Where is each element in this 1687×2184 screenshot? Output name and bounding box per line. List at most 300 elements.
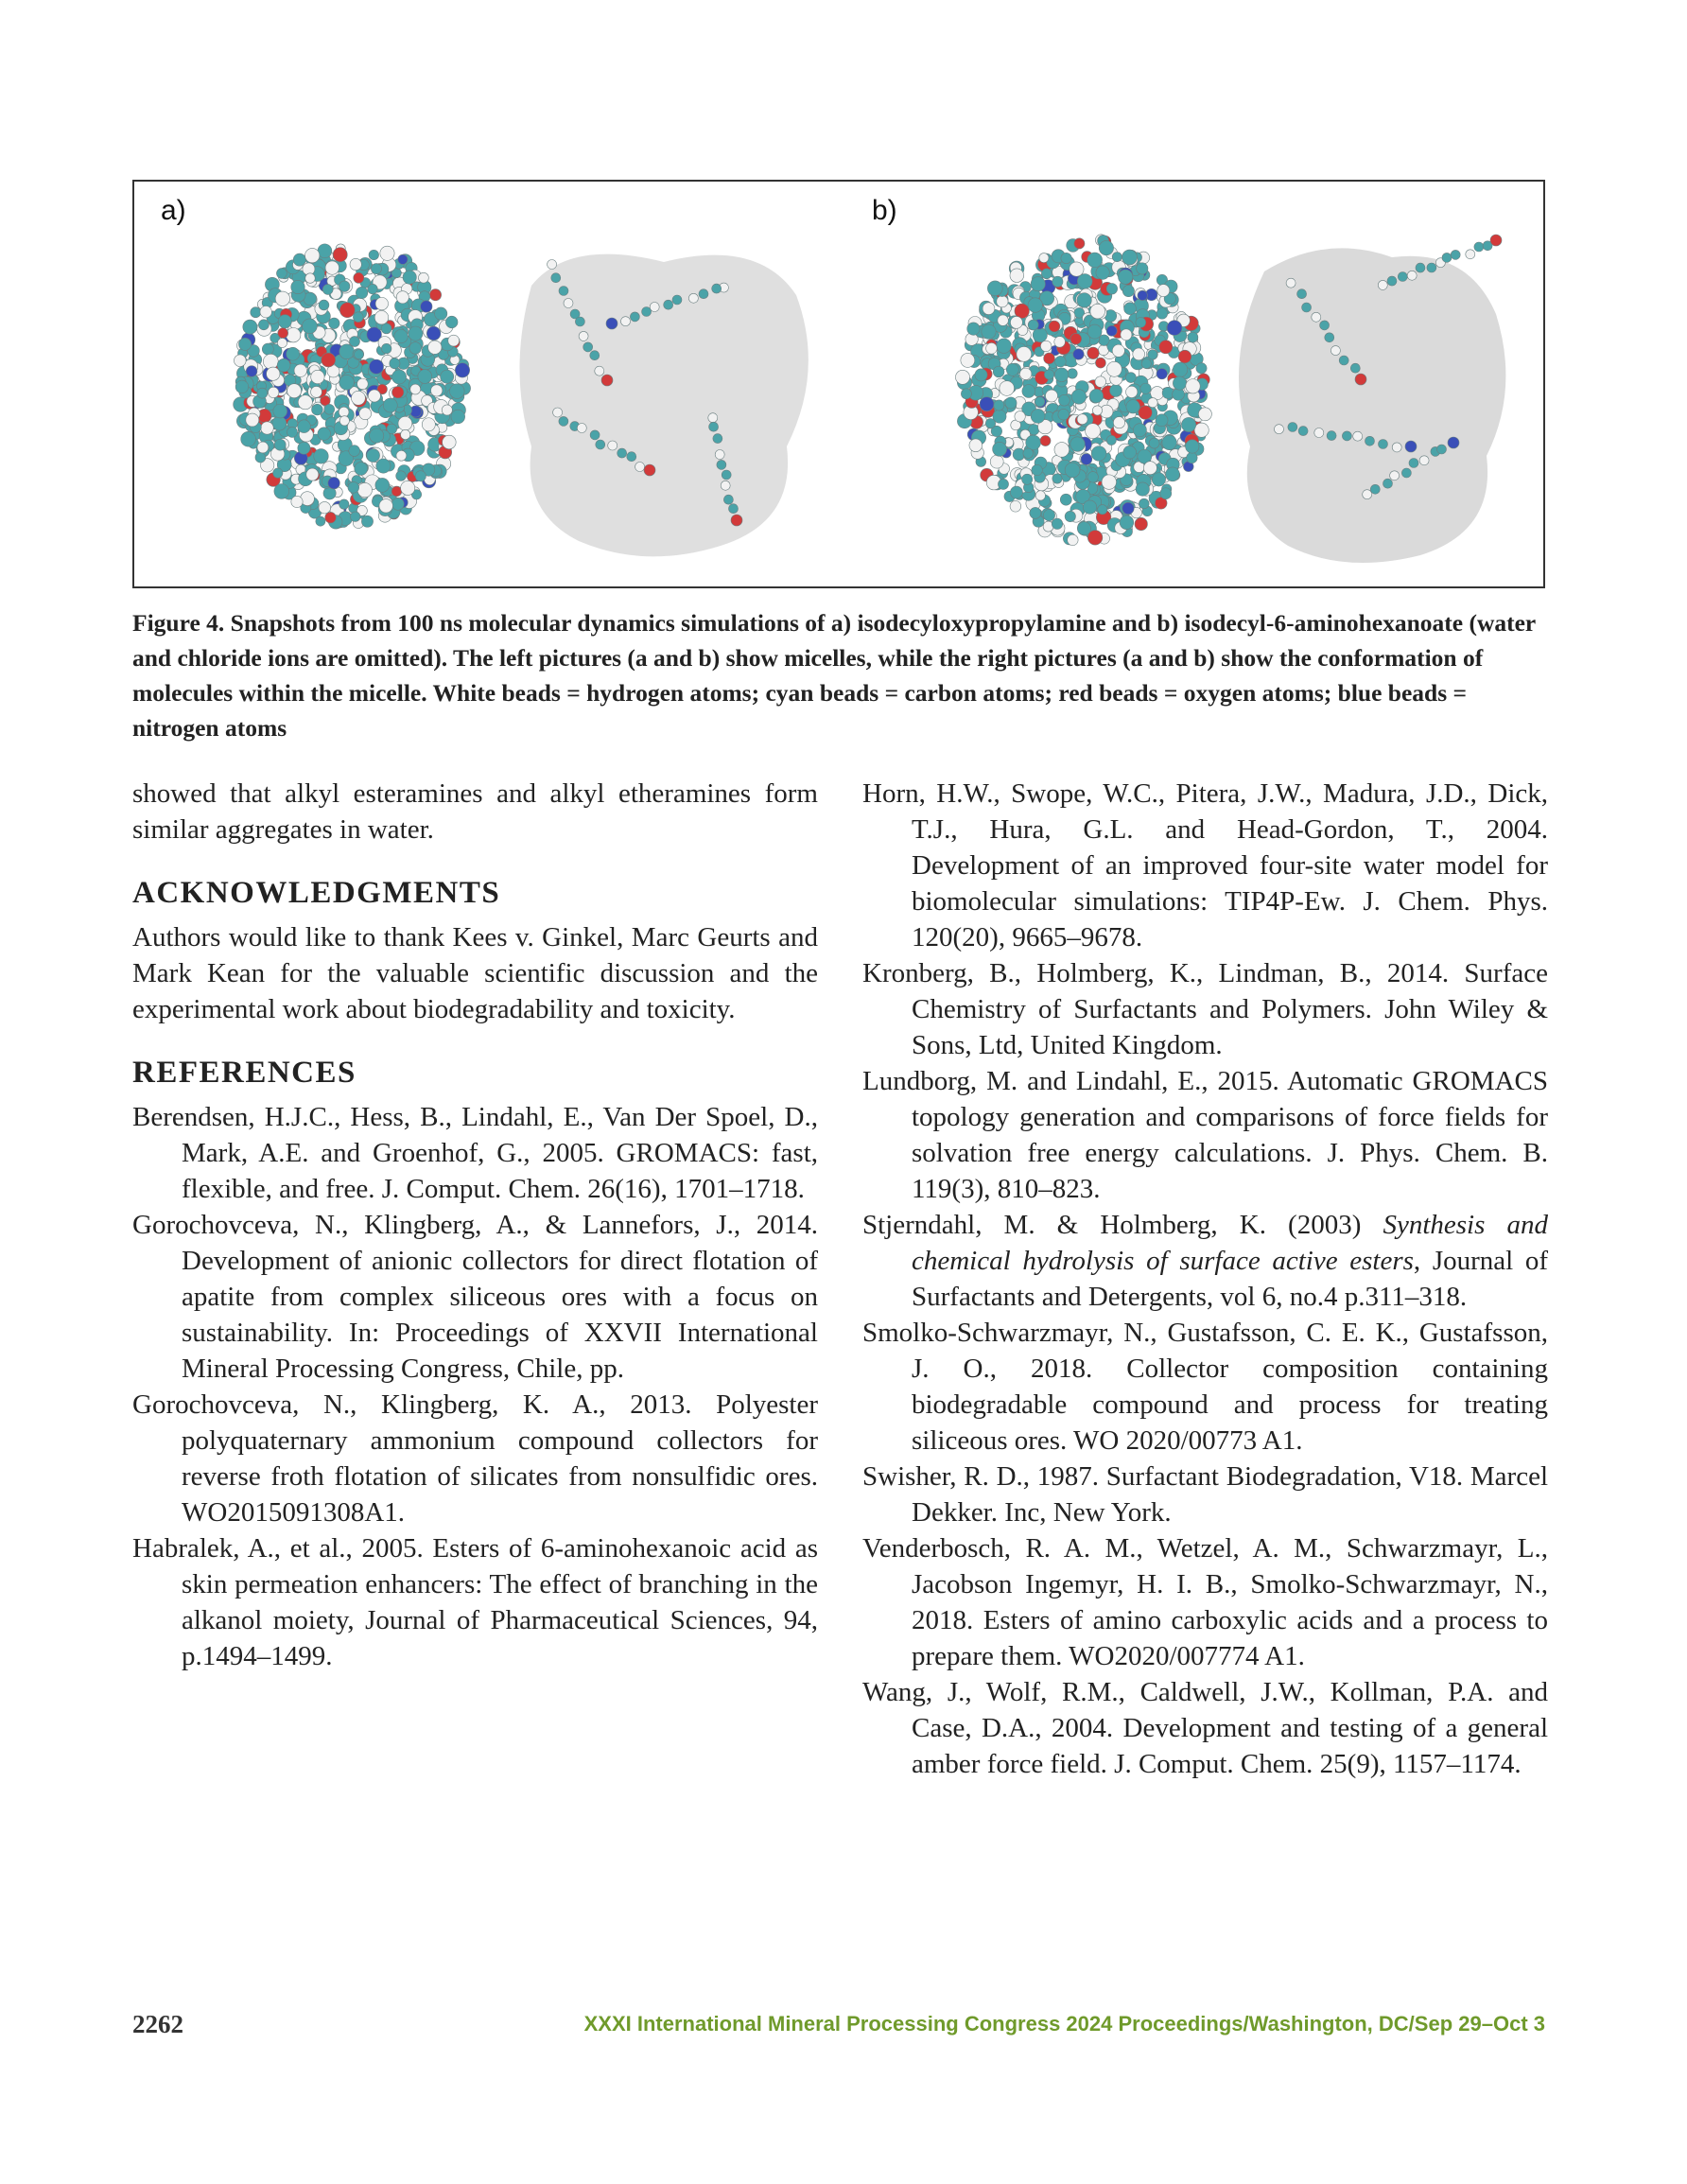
atom-bead bbox=[251, 307, 261, 318]
atom-bead bbox=[1006, 363, 1018, 376]
atom-bead bbox=[975, 369, 987, 381]
atom-bead bbox=[325, 512, 337, 523]
atom-bead bbox=[1086, 424, 1101, 439]
atom-bead bbox=[672, 295, 682, 305]
atom-bead bbox=[564, 299, 573, 308]
atom-bead bbox=[1031, 409, 1045, 423]
atom-bead bbox=[1353, 431, 1363, 441]
atom-bead bbox=[396, 291, 409, 304]
atom-bead bbox=[324, 404, 335, 414]
atom-bead bbox=[1405, 441, 1417, 452]
atom-bead bbox=[1141, 358, 1151, 368]
atom-bead bbox=[723, 495, 733, 504]
atom-bead bbox=[449, 384, 464, 399]
atom-bead bbox=[445, 316, 458, 328]
atom-bead bbox=[998, 479, 1008, 489]
atom-bead bbox=[1143, 462, 1157, 475]
atom-bead bbox=[1330, 346, 1340, 356]
atom-bead bbox=[1087, 531, 1103, 546]
atom-bead bbox=[1000, 381, 1015, 396]
atom-bead bbox=[983, 303, 995, 315]
atom-bead bbox=[311, 370, 324, 383]
atom-bead bbox=[410, 384, 421, 394]
atom-bead bbox=[627, 452, 636, 462]
atom-bead bbox=[403, 271, 416, 284]
atom-bead bbox=[1091, 446, 1106, 462]
atom-bead bbox=[422, 418, 435, 431]
atom-bead bbox=[1112, 344, 1124, 357]
atom-bead bbox=[455, 363, 469, 377]
micelle-surface-b bbox=[1239, 248, 1505, 563]
atom-bead bbox=[1135, 517, 1147, 530]
atom-bead bbox=[1387, 276, 1397, 286]
atom-bead bbox=[1124, 303, 1137, 315]
atom-bead bbox=[1074, 238, 1085, 249]
atom-bead bbox=[1083, 500, 1096, 514]
atom-bead bbox=[998, 315, 1008, 325]
atom-bead bbox=[401, 429, 410, 439]
atom-bead bbox=[990, 455, 1003, 468]
atom-bead bbox=[394, 329, 408, 342]
atom-bead bbox=[1071, 390, 1087, 405]
atom-bead bbox=[1102, 475, 1116, 489]
atom-bead bbox=[442, 405, 452, 415]
atom-bead bbox=[1419, 456, 1429, 465]
atom-bead bbox=[1106, 325, 1117, 336]
atom-bead bbox=[596, 440, 605, 449]
atom-bead bbox=[1061, 253, 1071, 263]
reference-item: Swisher, R. D., 1987. Surfactant Biodegradation, V18. Marcel Dekker. Inc, New York. bbox=[862, 1461, 1548, 1528]
atom-bead bbox=[1156, 414, 1168, 427]
atom-bead bbox=[1041, 269, 1052, 279]
atom-bead bbox=[1121, 329, 1132, 341]
atom-bead bbox=[1160, 488, 1172, 499]
atom-bead bbox=[291, 496, 303, 507]
atom-bead bbox=[380, 246, 394, 260]
atom-bead bbox=[1122, 250, 1138, 265]
atom-bead bbox=[1136, 482, 1149, 496]
atom-bead bbox=[1123, 446, 1137, 459]
atom-bead bbox=[1416, 263, 1425, 272]
atom-bead bbox=[1065, 463, 1080, 478]
atom-bead bbox=[1355, 374, 1366, 385]
atom-bead bbox=[351, 391, 365, 405]
atom-bead bbox=[409, 326, 423, 341]
atom-bead bbox=[969, 439, 983, 452]
atom-bead bbox=[1370, 484, 1380, 494]
atom-bead bbox=[1052, 518, 1062, 529]
atom-bead bbox=[267, 367, 280, 380]
atom-bead bbox=[375, 478, 390, 492]
atom-bead bbox=[1474, 242, 1484, 252]
atom-bead bbox=[371, 264, 381, 274]
atom-bead bbox=[311, 386, 322, 397]
atom-bead bbox=[392, 370, 407, 384]
atom-bead bbox=[1095, 376, 1106, 388]
atom-bead bbox=[1035, 396, 1045, 407]
atom-bead bbox=[1010, 500, 1021, 512]
atom-bead bbox=[325, 261, 339, 274]
atom-bead bbox=[993, 442, 1007, 456]
atom-bead bbox=[1010, 316, 1022, 328]
atom-bead bbox=[376, 459, 391, 473]
atom-bead bbox=[374, 310, 388, 323]
atom-bead bbox=[1186, 379, 1200, 393]
panel-label-a: a) bbox=[161, 195, 186, 226]
atom-bead bbox=[1314, 428, 1324, 438]
atom-bead bbox=[961, 353, 975, 367]
atom-bead bbox=[1148, 350, 1157, 359]
atom-bead bbox=[381, 343, 391, 354]
atom-bead bbox=[287, 427, 297, 437]
atom-bead bbox=[287, 347, 300, 360]
atom-bead bbox=[994, 400, 1004, 411]
atom-bead bbox=[997, 339, 1012, 354]
atom-bead bbox=[350, 337, 360, 347]
atom-bead bbox=[1077, 293, 1091, 307]
atom-bead bbox=[1087, 253, 1103, 268]
atom-bead bbox=[1054, 443, 1070, 458]
atom-bead bbox=[312, 404, 323, 415]
atom-bead bbox=[435, 307, 447, 320]
atom-bead bbox=[318, 244, 332, 258]
atom-bead bbox=[350, 512, 360, 522]
atom-bead bbox=[1365, 436, 1375, 446]
atom-bead bbox=[621, 317, 631, 326]
atom-bead bbox=[241, 431, 256, 446]
atom-bead bbox=[421, 301, 432, 312]
left-column bbox=[132, 776, 818, 1674]
atom-bead bbox=[1196, 363, 1207, 374]
atom-bead bbox=[298, 395, 312, 410]
atom-bead bbox=[617, 448, 627, 458]
atom-bead bbox=[1288, 423, 1297, 432]
atom-bead bbox=[601, 375, 613, 386]
atom-bead bbox=[392, 387, 404, 398]
intro-paragraph: showed that alkyl esteramines and alkyl etheramines form similar aggregates in water. bbox=[132, 778, 818, 845]
atom-bead bbox=[429, 289, 441, 301]
atom-bead bbox=[368, 284, 378, 294]
atom-bead bbox=[1181, 417, 1195, 431]
atom-bead bbox=[1427, 263, 1436, 272]
atom-bead bbox=[298, 442, 310, 454]
page-number: 2262 bbox=[132, 2010, 183, 2038]
atom-bead bbox=[590, 430, 600, 440]
page-footer bbox=[132, 2010, 1545, 2042]
reference-item: Berendsen, H.J.C., Hess, B., Lindahl, E., Van Der Spoel, D., Mark, A.E. and Groenhof, G., 2005. GROMACS: fast, flexible, and free. J. Comput. Chem. 26(16), 1701–1718. bbox=[132, 1102, 818, 1204]
atom-bead bbox=[1379, 440, 1388, 449]
atom-bead bbox=[1112, 253, 1122, 262]
atom-bead bbox=[441, 370, 454, 383]
atom-bead bbox=[1068, 369, 1077, 378]
atom-bead bbox=[548, 260, 557, 270]
atom-bead bbox=[985, 419, 995, 428]
atom-bead bbox=[1166, 467, 1180, 481]
atom-bead bbox=[575, 317, 584, 326]
atom-bead bbox=[993, 366, 1004, 377]
atom-bead bbox=[361, 515, 373, 527]
reference-item: Horn, H.W., Swope, W.C., Pitera, J.W., Madura, J.D., Dick, T.J., Hura, G.L. and Head-Gordon, T., 2004. Development of an improved four-site water model for biomolecular simulations: TIP4P-Ew. J. Chem. Phys. 120(20), 9665–9678. bbox=[862, 778, 1548, 952]
atom-bead bbox=[258, 320, 269, 330]
atom-bead bbox=[1198, 408, 1211, 421]
atom-bead bbox=[1046, 390, 1058, 402]
atom-bead bbox=[1490, 235, 1502, 246]
atom-bead bbox=[339, 416, 349, 426]
atom-bead bbox=[391, 486, 402, 497]
atom-bead bbox=[291, 280, 304, 293]
atom-bead bbox=[1028, 298, 1042, 312]
atom-bead bbox=[987, 281, 1002, 296]
atom-bead bbox=[1060, 494, 1071, 505]
atom-bead bbox=[357, 482, 372, 497]
atom-bead bbox=[1139, 498, 1149, 509]
atom-bead bbox=[1120, 515, 1134, 530]
atom-bead bbox=[262, 343, 273, 355]
acknowledgments-text: Authors would like to thank Kees v. Ginkel, Marc Geurts and Mark Kean for the valuable scientific discussion and the experimental work about biodegradability and toxicity. bbox=[132, 922, 818, 1024]
figure-4-image bbox=[134, 182, 1543, 586]
atom-bead bbox=[275, 291, 289, 306]
atom-bead bbox=[1194, 423, 1209, 437]
atom-bead bbox=[1137, 263, 1148, 274]
atom-bead bbox=[1010, 486, 1022, 498]
atom-bead bbox=[1178, 350, 1191, 363]
atom-bead bbox=[1186, 440, 1199, 453]
atom-bead bbox=[709, 422, 719, 431]
atom-bead bbox=[287, 384, 302, 398]
atom-bead bbox=[293, 253, 305, 266]
atom-bead bbox=[350, 258, 361, 270]
atom-bead bbox=[1070, 437, 1086, 452]
atom-bead bbox=[1022, 385, 1035, 398]
atom-bead bbox=[348, 481, 359, 493]
atom-bead bbox=[318, 428, 331, 441]
atom-bead bbox=[1188, 332, 1198, 342]
atom-bead bbox=[1010, 269, 1024, 283]
atom-bead bbox=[1106, 284, 1118, 295]
atom-bead bbox=[967, 323, 980, 335]
atom-bead bbox=[1070, 333, 1082, 344]
atom-bead bbox=[1058, 409, 1070, 420]
reference-item: Smolko-Schwarzmayr, N., Gustafsson, C. E. K., Gustafsson, J. O., 2018. Collector composition containing biodegradable compound and process for treating siliceous ores. WO 2020/00773 A1. bbox=[862, 1318, 1548, 1456]
atom-bead bbox=[664, 300, 673, 309]
atom-bead bbox=[409, 342, 422, 355]
atom-bead bbox=[379, 499, 392, 513]
atom-bead bbox=[273, 468, 283, 478]
atom-bead bbox=[955, 370, 969, 384]
atom-bead bbox=[1122, 285, 1134, 296]
atom-bead bbox=[381, 323, 391, 334]
atom-bead bbox=[1118, 270, 1132, 284]
atom-bead bbox=[1054, 368, 1069, 382]
atom-bead bbox=[246, 413, 259, 427]
atom-bead bbox=[1073, 349, 1084, 359]
atom-bead bbox=[398, 416, 412, 430]
atom-bead bbox=[1125, 373, 1136, 383]
reference-item: Gorochovceva, N., Klingberg, A., & Lannefors, J., 2014. Development of anionic collectors for direct flotation of apatite from complex siliceous ores with a focus on sustainability. In: Proceedings of XXVII International Mineral Processing Congress, Chile, pp. bbox=[132, 1210, 818, 1384]
atom-bead bbox=[1466, 250, 1475, 259]
atom-bead bbox=[370, 428, 384, 443]
reference-item: Wang, J., Wolf, R.M., Caldwell, J.W., Kollman, P.A. and Case, D.A., 2004. Development and testing of a general amber force field. J. Comput. Chem. 25(9), 1157–1174. bbox=[862, 1677, 1548, 1779]
atom-bead bbox=[1052, 474, 1062, 483]
atom-bead bbox=[367, 449, 380, 463]
atom-bead bbox=[1187, 452, 1197, 463]
atom-bead bbox=[375, 297, 388, 309]
atom-bead bbox=[305, 248, 320, 262]
atom-bead bbox=[721, 480, 730, 490]
atom-bead bbox=[257, 442, 269, 453]
atom-bead bbox=[1442, 253, 1452, 262]
atom-bead bbox=[608, 441, 617, 450]
atom-bead bbox=[997, 296, 1008, 307]
atom-bead bbox=[396, 450, 407, 461]
atom-bead bbox=[980, 397, 994, 411]
reference-item-stjerndahl bbox=[862, 1207, 1548, 1315]
atom-bead bbox=[1133, 348, 1145, 360]
atom-bead bbox=[1157, 308, 1168, 320]
atom-bead bbox=[961, 389, 971, 399]
atom-bead bbox=[1139, 406, 1152, 419]
atom-bead bbox=[431, 385, 443, 396]
atom-bead bbox=[448, 335, 460, 346]
atom-bead bbox=[305, 273, 316, 284]
atom-bead bbox=[642, 307, 652, 317]
atom-bead bbox=[650, 303, 659, 312]
atom-bead bbox=[1049, 321, 1060, 332]
atom-bead bbox=[717, 460, 726, 469]
atom-bead bbox=[644, 464, 655, 476]
atom-bead bbox=[1035, 491, 1045, 500]
atom-bead bbox=[1378, 280, 1387, 289]
atom-bead bbox=[278, 315, 291, 328]
atom-bead bbox=[272, 416, 287, 430]
atom-bead bbox=[428, 341, 442, 354]
atom-bead bbox=[1407, 271, 1417, 280]
atom-bead bbox=[630, 312, 639, 322]
atom-bead bbox=[1157, 285, 1170, 297]
atom-bead bbox=[559, 287, 568, 296]
reference-item: Lundborg, M. and Lindahl, E., 2015. Automatic GROMACS topology generation and comparisons of force fields for solvation free energy calculations. J. Phys. Chem. B. 119(3), 810–823. bbox=[862, 1066, 1548, 1204]
atom-bead bbox=[369, 250, 379, 260]
atom-bead bbox=[1092, 406, 1102, 415]
atom-bead bbox=[1286, 278, 1296, 288]
atom-bead bbox=[1095, 358, 1105, 368]
atom-bead bbox=[303, 319, 318, 334]
atom-bead bbox=[278, 328, 288, 339]
acknowledgments-heading: ACKNOWLEDGMENTS bbox=[132, 876, 501, 910]
reference-list-right bbox=[862, 776, 1548, 1782]
reference-item: Kronberg, B., Holmberg, K., Lindman, B., 2014. Surface Chemistry of Surfactants and Polymers. John Wiley & Sons, Ltd, United Kingdom. bbox=[862, 958, 1548, 1060]
atom-bead bbox=[277, 358, 290, 372]
atom-bead bbox=[577, 424, 586, 433]
atom-bead bbox=[391, 498, 404, 510]
atom-bead bbox=[273, 404, 287, 418]
atom-bead bbox=[1298, 427, 1308, 436]
atom-bead bbox=[398, 254, 408, 264]
atom-bead bbox=[255, 452, 266, 463]
atom-bead bbox=[1136, 317, 1146, 327]
right-column bbox=[862, 776, 1548, 1782]
atom-bead bbox=[1392, 443, 1401, 452]
atom-bead bbox=[1039, 253, 1049, 263]
atom-bead bbox=[1065, 511, 1075, 521]
atom-bead bbox=[729, 504, 739, 514]
atom-bead bbox=[1068, 534, 1078, 545]
atom-bead bbox=[699, 289, 708, 299]
atom-bead bbox=[590, 351, 600, 360]
reference-item: Habralek, A., et al., 2005. Esters of 6-aminohexanoic acid as skin permeation enhancers: The effect of branching in the alkanol moiety, Journal of Pharmaceutical Sciences, 94, p.1494–1499. bbox=[132, 1533, 818, 1671]
atom-bead bbox=[1040, 435, 1051, 446]
atom-bead bbox=[383, 398, 397, 412]
atom-bead bbox=[1030, 507, 1041, 518]
atom-bead bbox=[401, 480, 415, 495]
atom-bead bbox=[1401, 468, 1411, 478]
reference-item: Gorochovceva, N., Klingberg, K. A., 2013. Polyester polyquaternary ammonium compound collectors for reverse froth flotation of silicates from nonsulfidic ores. WO2015091308A1. bbox=[132, 1389, 818, 1528]
atom-bead bbox=[1077, 274, 1092, 289]
atom-bead bbox=[355, 463, 368, 476]
atom-bead bbox=[298, 420, 311, 433]
atom-bead bbox=[1087, 347, 1100, 359]
atom-bead bbox=[1398, 272, 1407, 282]
atom-bead bbox=[1126, 400, 1139, 413]
atom-bead bbox=[1028, 320, 1038, 330]
atom-bead bbox=[986, 342, 998, 354]
atom-bead bbox=[339, 281, 349, 291]
atom-bead bbox=[1409, 459, 1418, 468]
atom-bead bbox=[1451, 250, 1460, 259]
atom-bead bbox=[390, 358, 400, 369]
atom-bead bbox=[715, 450, 724, 460]
atom-bead bbox=[235, 380, 249, 393]
atom-bead bbox=[294, 364, 306, 376]
atom-bead bbox=[1087, 472, 1098, 482]
atom-bead bbox=[1052, 276, 1063, 287]
atom-bead bbox=[688, 293, 698, 303]
atom-bead bbox=[722, 470, 731, 480]
atom-bead bbox=[1005, 397, 1017, 409]
atom-bead bbox=[551, 273, 561, 283]
atom-bead bbox=[583, 342, 593, 352]
atom-bead bbox=[354, 272, 364, 283]
atom-bead bbox=[1040, 341, 1052, 352]
atom-bead bbox=[1383, 479, 1393, 488]
atom-bead bbox=[1089, 389, 1103, 402]
atom-bead bbox=[368, 390, 380, 402]
atom-bead bbox=[1054, 337, 1066, 348]
atom-bead bbox=[1099, 240, 1113, 254]
atom-bead bbox=[357, 378, 369, 390]
atom-bead bbox=[354, 350, 363, 359]
atom-bead bbox=[1342, 431, 1351, 441]
atom-bead bbox=[1173, 376, 1186, 390]
atom-bead bbox=[1152, 473, 1165, 486]
atom-bead bbox=[333, 248, 347, 262]
atom-bead bbox=[1058, 394, 1070, 406]
reference-title-italic: Synthesis and chemical hydrolysis of surface active esters bbox=[912, 1210, 1548, 1276]
atom-bead bbox=[1302, 303, 1312, 312]
atom-bead bbox=[322, 353, 336, 367]
atom-bead bbox=[1098, 505, 1107, 515]
atom-bead bbox=[316, 516, 325, 526]
atom-bead bbox=[1020, 368, 1032, 379]
atom-bead bbox=[1149, 438, 1159, 448]
atom-bead bbox=[339, 499, 349, 509]
atom-bead bbox=[418, 370, 432, 384]
atom-bead bbox=[1320, 321, 1330, 330]
running-footer-title: XXXI International Mineral Processing Congress 2024 Proceedings/Washington, DC/Sep 29–Oct 3 bbox=[583, 2012, 1545, 2035]
atom-bead bbox=[260, 306, 271, 317]
atom-bead bbox=[353, 312, 363, 323]
atom-bead bbox=[322, 285, 333, 295]
